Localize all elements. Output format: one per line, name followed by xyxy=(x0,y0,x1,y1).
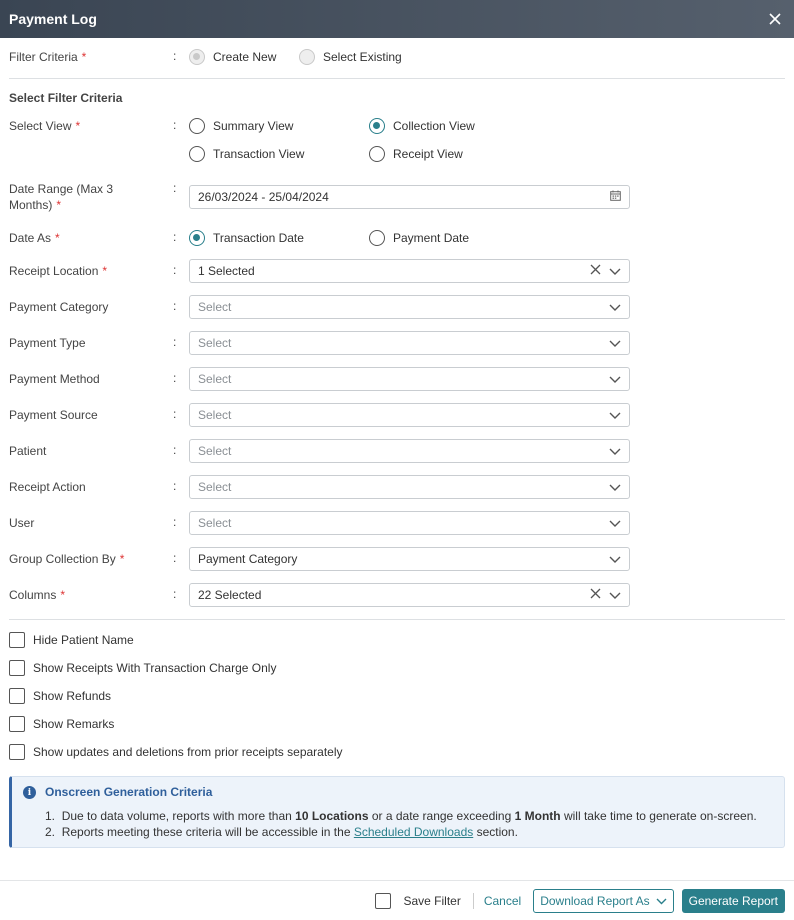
close-icon[interactable] xyxy=(765,9,785,29)
info-title: Onscreen Generation Criteria xyxy=(45,785,213,799)
transaction-view-radio[interactable]: Transaction View xyxy=(189,146,304,162)
filter-criteria-label: Filter Criteria * xyxy=(9,50,87,64)
show-receipts-with-transaction-charge-only-checkbox[interactable]: Show Receipts With Transaction Charge Only xyxy=(9,660,276,676)
section-title: Select Filter Criteria xyxy=(9,91,123,105)
chevron-down-icon xyxy=(656,894,667,908)
user-label: User xyxy=(9,516,35,530)
select-view-label: Select View * xyxy=(9,119,81,133)
dialog-header xyxy=(0,0,794,38)
date-range-input[interactable]: 26/03/2024 - 25/04/2024 xyxy=(189,185,630,209)
group-collection-by-label: Group Collection By * xyxy=(9,552,125,566)
payment-date-radio[interactable]: Payment Date xyxy=(369,230,469,246)
receipt-view-radio[interactable]: Receipt View xyxy=(369,146,463,162)
collection-view-radio[interactable]: Collection View xyxy=(369,118,475,134)
payment-method-select[interactable]: Select xyxy=(189,367,630,391)
show-updates-and-deletions-from-prior-receipts-separately-checkbox[interactable]: Show updates and deletions from prior receipts separately xyxy=(9,744,343,760)
info-box xyxy=(9,776,785,848)
payment-type-select[interactable]: Select xyxy=(189,331,630,355)
receipt-location-select[interactable]: 1 Selected xyxy=(189,259,630,283)
hide-patient-name-checkbox[interactable]: Hide Patient Name xyxy=(9,632,134,648)
download-report-button[interactable]: Download Report As xyxy=(533,889,673,913)
footer-actions xyxy=(375,889,785,913)
date-range-label: Date Range (Max 3 Months) * xyxy=(9,182,114,212)
payment-method-label: Payment Method xyxy=(9,372,100,386)
generate-report-button[interactable]: Generate Report xyxy=(682,889,785,913)
summary-view-radio[interactable]: Summary View xyxy=(189,118,293,134)
columns-select[interactable]: 22 Selected xyxy=(189,583,630,607)
footer-divider xyxy=(0,880,794,881)
select-existing-radio[interactable]: Select Existing xyxy=(299,49,402,65)
create-new-radio[interactable]: Create New xyxy=(189,49,276,65)
clear-icon[interactable] xyxy=(590,264,601,278)
transaction-date-radio[interactable]: Transaction Date xyxy=(189,230,304,246)
show-refunds-checkbox[interactable]: Show Refunds xyxy=(9,688,111,704)
chevron-down-icon[interactable] xyxy=(609,516,621,530)
payment-category-select[interactable]: Select xyxy=(189,295,630,319)
user-select[interactable]: Select xyxy=(189,511,630,535)
scheduled-downloads-link[interactable]: Scheduled Downloads xyxy=(353,825,474,839)
chevron-down-icon[interactable] xyxy=(609,408,621,422)
info-icon: i xyxy=(23,786,36,799)
chevron-down-icon[interactable] xyxy=(609,300,621,314)
payment-source-select[interactable]: Select xyxy=(189,403,630,427)
clear-icon[interactable] xyxy=(590,588,601,602)
chevron-down-icon[interactable] xyxy=(609,372,621,386)
payment-category-label: Payment Category xyxy=(9,300,109,314)
chevron-down-icon[interactable] xyxy=(609,264,621,278)
patient-select[interactable]: Select xyxy=(189,439,630,463)
cancel-button[interactable]: Cancel xyxy=(483,894,522,908)
show-remarks-checkbox[interactable]: Show Remarks xyxy=(9,716,114,732)
columns-label: Columns * xyxy=(9,588,66,602)
payment-type-label: Payment Type xyxy=(9,336,86,350)
patient-label: Patient xyxy=(9,444,47,458)
chevron-down-icon[interactable] xyxy=(609,588,621,602)
save-filter-checkbox[interactable]: Save Filter xyxy=(375,893,460,909)
receipt-action-select[interactable]: Select xyxy=(189,475,630,499)
chevron-down-icon[interactable] xyxy=(609,552,621,566)
info-line-1: 1. Due to data volume, reports with more than 10 Locations or a date range exceeding 1 Month will take time to generate on-screen. xyxy=(45,809,757,823)
dialog-title: Payment Log xyxy=(9,11,97,27)
date-as-label: Date As * xyxy=(9,231,60,245)
receipt-action-label: Receipt Action xyxy=(9,480,86,494)
payment-source-label: Payment Source xyxy=(9,408,98,422)
chevron-down-icon[interactable] xyxy=(609,480,621,494)
chevron-down-icon[interactable] xyxy=(609,444,621,458)
calendar-icon[interactable] xyxy=(610,190,621,204)
group-collection-by-select[interactable]: Payment Category xyxy=(189,547,630,571)
divider xyxy=(9,78,785,79)
info-line-2: 2. Reports meeting these criteria will be accessible in the Scheduled Downloads section. xyxy=(45,825,518,839)
receipt-location-label: Receipt Location * xyxy=(9,264,108,278)
divider xyxy=(9,619,785,620)
chevron-down-icon[interactable] xyxy=(609,336,621,350)
